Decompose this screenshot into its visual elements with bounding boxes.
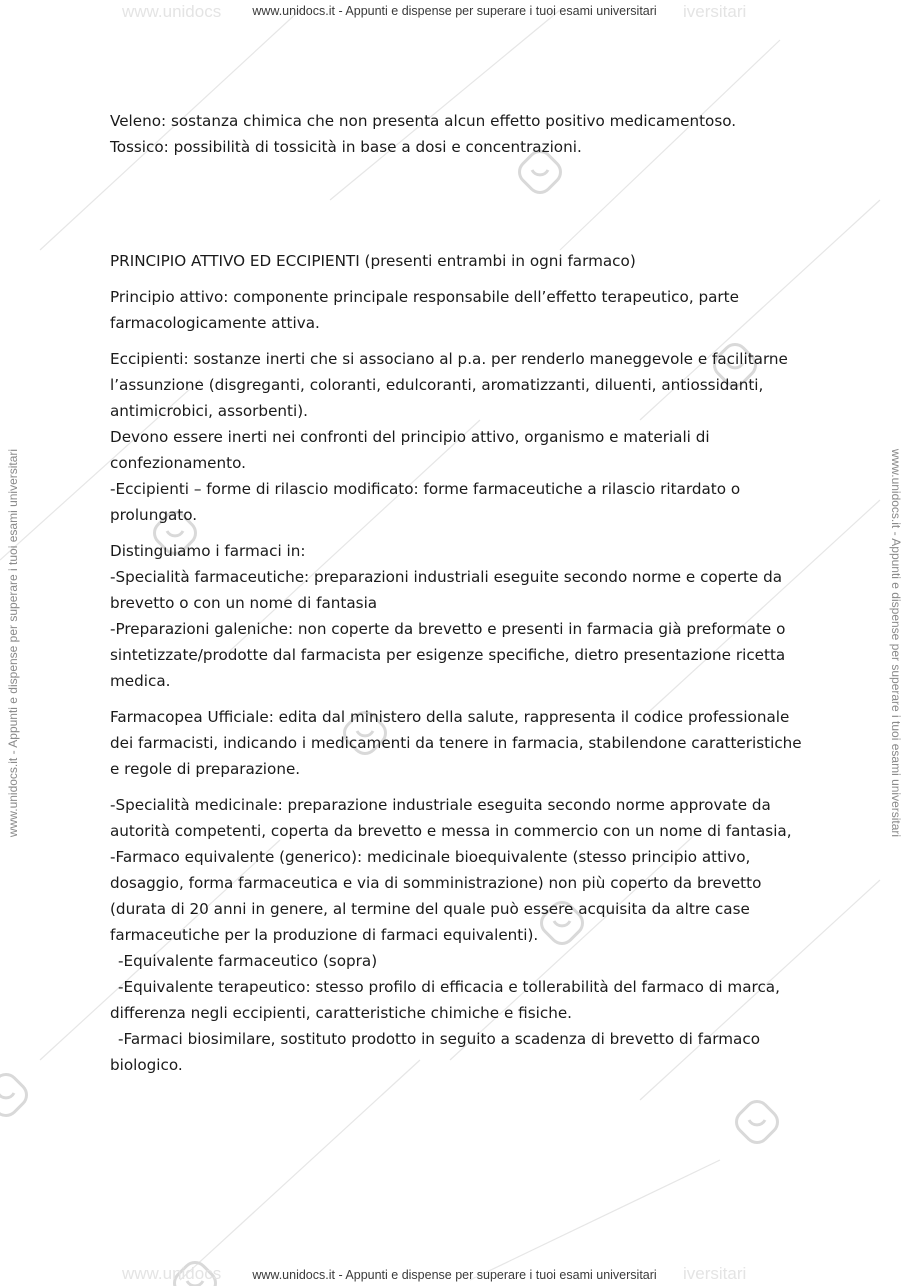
watermark-faint-text: iversitari xyxy=(683,2,747,21)
watermark-line xyxy=(470,1160,720,1280)
document-body xyxy=(110,108,810,1078)
paragraph-eccipienti-inerti: Devono essere inerti nei confronti del principio attivo, organismo e materiali di confezionamento. xyxy=(110,428,710,472)
unidocs-logo-icon xyxy=(732,1097,783,1148)
definition-tossico: Tossico: possibilità di tossicità in base a dosi e concentrazioni. xyxy=(110,138,582,156)
watermark-faint-text: www.unidocs xyxy=(122,1264,222,1283)
paragraph-distinguiamo: Distinguiamo i farmaci in: xyxy=(110,542,306,560)
list-item-biosimilari xyxy=(110,1026,810,1078)
watermark-header: www.unidocs.it - Appunti e dispense per superare i tuoi esami universitari xyxy=(252,4,657,18)
unidocs-logo-icon xyxy=(170,1258,221,1286)
unidocs-logo-icon xyxy=(0,1070,31,1121)
list-item-preparazioni-galeniche: -Preparazioni galeniche: non coperte da brevetto e presenti in farmacia già preformate o sintetizzate/prodotte dal farmacista per esigenze specifiche, dietro presentazione ricetta medica. xyxy=(110,620,786,690)
list-item-specialita-farmaceutiche: -Specialità farmaceutiche: preparazioni industriali eseguite secondo norme e coperte da brevetto o con un nome di fantasia xyxy=(110,568,783,612)
list-item-equivalente-farmaceutico: -Equivalente farmaceutico (sopra) xyxy=(118,952,378,970)
watermark-footer: www.unidocs.it - Appunti e dispense per superare i tuoi esami universitari xyxy=(252,1268,657,1282)
section-title: PRINCIPIO ATTIVO ED ECCIPIENTI (presenti entrambi in ogni farmaco) xyxy=(110,252,636,270)
paragraph-eccipienti-rilascio: -Eccipienti – forme di rilascio modificato: forme farmaceutiche a rilascio ritardato o prolungato. xyxy=(110,480,741,524)
list-item-equivalente-terapeutico xyxy=(110,974,810,1026)
list-item-farmaco-equivalente: -Farmaco equivalente (generico): medicinale bioequivalente (stesso principio attivo, dosaggio, forma farmaceutica e via di somministrazione) non più coperto da brevetto (durata di 20 anni in genere, al termine del quale può essere acquisita da altre case farmaceutiche per la produzione di farmaci equivalenti). xyxy=(110,848,762,944)
paragraph-principio-attivo: Principio attivo: componente principale responsabile dell’effetto terapeutico, parte farmacologicamente attiva. xyxy=(110,288,739,332)
watermark-faint-text: iversitari xyxy=(683,1264,747,1283)
watermark-side-right-text: www.unidocs.it - Appunti e dispense per superare i tuoi esami universitari xyxy=(889,448,903,838)
definition-veleno: Veleno: sostanza chimica che non presenta alcun effetto positivo medicamentoso. xyxy=(110,112,737,130)
watermark-line xyxy=(180,1060,420,1280)
watermark-side-left-text: www.unidocs.it - Appunti e dispense per superare i tuoi esami universitari xyxy=(6,448,20,838)
list-item-specialita-medicinale: -Specialità medicinale: preparazione industriale eseguita secondo norme approvate da autorità competenti, coperta da brevetto e messa in commercio con un nome di fantasia, xyxy=(110,796,792,840)
paragraph-farmacopea: Farmacopea Ufficiale: edita dal ministero della salute, rappresenta il codice professionale dei farmacisti, indicando i medicamenti da tenere in farmacia, stabilendone caratteristiche e regole di preparazione. xyxy=(110,708,802,778)
watermark-faint-text: www.unidocs xyxy=(122,2,222,21)
paragraph-eccipienti: Eccipienti: sostanze inerti che si associano al p.a. per renderlo maneggevole e facilitarne l’assunzione (disgreganti, coloranti, edulcoranti, aromatizzanti, diluenti, antiossidanti, antimicrobici, assorbenti). xyxy=(110,350,788,420)
equivalente-terapeutico-text: -Equivalente terapeutico: stesso profilo di efficacia e tollerabilità del farmaco di marca, differenza negli eccipienti, caratteristiche chimiche e fisiche. xyxy=(110,978,780,1022)
biosimilari-text: -Farmaci biosimilare, sostituto prodotto in seguito a scadenza di brevetto di farmaco biologico. xyxy=(110,1030,761,1074)
